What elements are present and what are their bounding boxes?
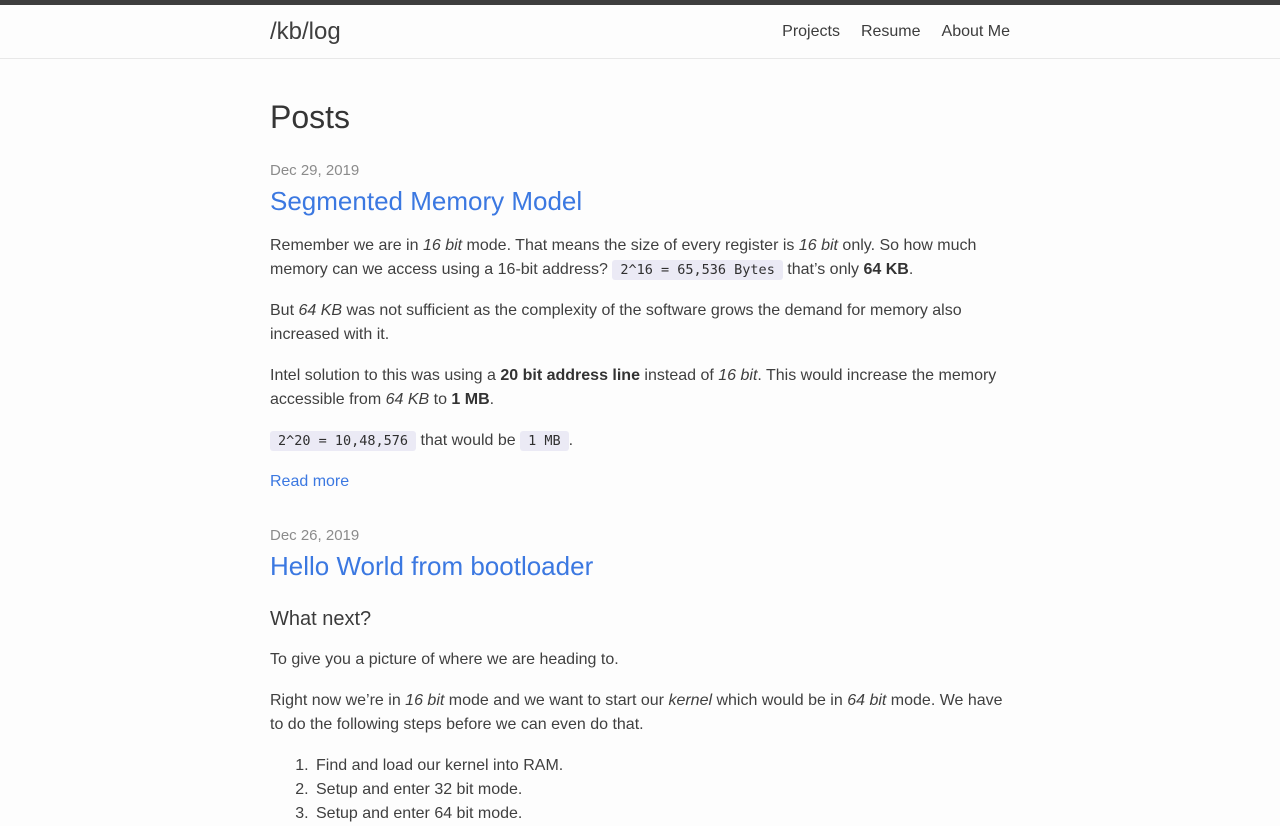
post-segmented-memory-model bbox=[270, 162, 1010, 491]
nav-link-projects[interactable]: Projects bbox=[782, 22, 840, 40]
list-item: 2. Setup and enter 32 bit mode. bbox=[313, 778, 1010, 802]
paragraph: 2^20 = 10,48,576 that would be 1 MB . bbox=[270, 429, 1010, 453]
nav-link-about-me[interactable]: About Me bbox=[941, 22, 1010, 40]
post-excerpt bbox=[270, 608, 1010, 826]
steps-list bbox=[270, 754, 1010, 826]
page-title: Posts bbox=[270, 99, 351, 135]
list-item: 3. Setup and enter 64 bit mode. bbox=[313, 802, 1010, 826]
site-header bbox=[0, 5, 1280, 59]
post-date: Dec 29, 2019 bbox=[270, 162, 360, 179]
list-item: 1. Find and load our kernel into RAM. bbox=[313, 754, 1010, 778]
post-title-link[interactable]: Segmented Memory Model bbox=[270, 186, 583, 216]
posts-list bbox=[270, 99, 1010, 826]
read-more-link[interactable]: Read more bbox=[270, 473, 350, 491]
post-excerpt bbox=[270, 234, 1010, 491]
nav-link-resume[interactable]: Resume bbox=[860, 22, 921, 40]
post-title-link[interactable]: Hello World from bootloader bbox=[270, 551, 594, 582]
post-title bbox=[270, 551, 1010, 582]
paragraph: But 64 KB was not sufficient as the complexity of the software grows the demand for memory also increased with it. bbox=[270, 302, 962, 344]
paragraph: Intel solution to this was using a 20 bit address line instead of 16 bit. This would increase the memory accessible from 64 KB to 1 MB. bbox=[270, 367, 997, 409]
paragraph: To give you a picture of where we are heading to. bbox=[270, 651, 619, 669]
paragraph: Remember we are in 16 bit mode. That means the size of every register is 16 bit only. So how much memory can we access using a 16-bit address? 2^16 = 65,536 Bytes that’s only 64 KB. bbox=[270, 237, 977, 279]
post-date: Dec 26, 2019 bbox=[270, 527, 360, 545]
post-subheading: What next? bbox=[270, 608, 372, 631]
paragraph: Right now we’re in 16 bit mode and we want to start our kernel which would be in 64 bit mode. We have to do the following steps before we can even do that. bbox=[270, 692, 1003, 734]
main-nav bbox=[782, 23, 1010, 41]
site-title-link[interactable]: /kb/log bbox=[270, 17, 341, 45]
post-title bbox=[270, 186, 1010, 217]
post-hello-world-from-bootloader bbox=[270, 527, 1010, 826]
